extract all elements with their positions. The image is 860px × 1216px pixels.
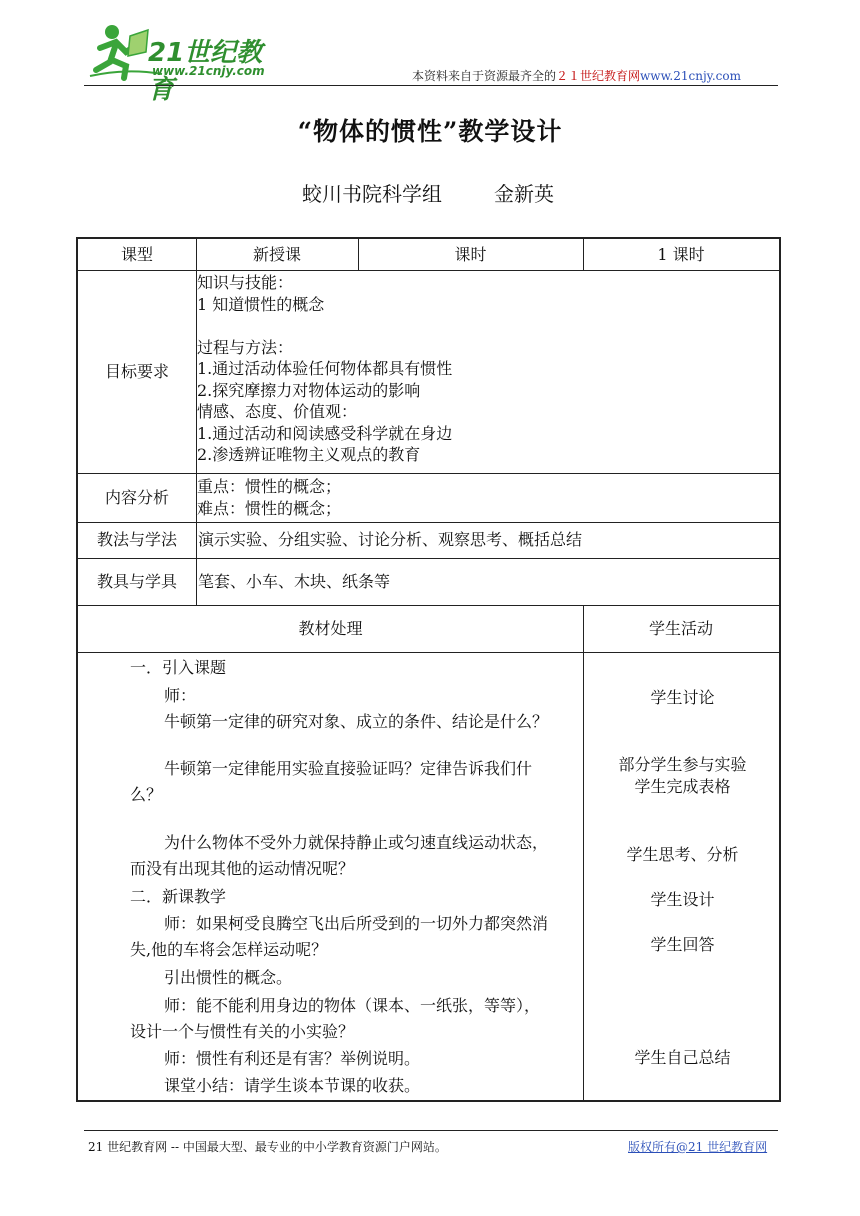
process-line: 设计一个与惯性有关的小实验？: [130, 1022, 355, 1041]
footer-site-description: 21 世纪教育网 -- 中国最大型、最专业的中小学教育资源门户网站。: [88, 1140, 447, 1154]
header-note-url[interactable]: www.21cnjy.com: [640, 69, 741, 83]
class-hours-label: 课时: [454, 244, 487, 264]
goal-line: 2.渗透辨证唯物主义观点的教育: [197, 445, 421, 464]
lesson-type-label: 课型: [120, 244, 153, 264]
lesson-plan-table: [76, 237, 781, 1102]
row-divider: [78, 652, 779, 653]
footer-divider: [84, 1130, 778, 1131]
activity-item: 学生完成表格: [634, 777, 731, 796]
class-hours-value: 1 课时: [657, 244, 705, 264]
goal-line: 1.通过活动体验任何物体都具有惯性: [197, 359, 453, 378]
goal-line: 1 知道惯性的概念: [197, 294, 325, 314]
student-activity-header: 学生活动: [648, 618, 713, 638]
key-point: 重点：惯性的概念；: [197, 477, 342, 496]
material-handling-header: 教材处理: [298, 618, 363, 638]
activity-item: 学生讨论: [650, 688, 715, 707]
site-logo[interactable]: [86, 18, 286, 105]
header-note-prefix: 本资料来自于资源最齐全的: [412, 69, 557, 83]
goal-line: 情感、态度、价值观：: [197, 402, 358, 421]
goal-line: [197, 315, 777, 337]
process-line: 师：如果柯受良腾空飞出后所受到的一切外力都突然消: [164, 914, 549, 933]
goals-content: [197, 272, 777, 472]
process-line: 师：能不能利用身边的物体（课本、一纸张，等等），: [164, 996, 541, 1015]
author-group: 蛟川书院科学组: [302, 182, 442, 206]
goal-line: 2.探究摩擦力对物体运动的影响: [197, 380, 421, 400]
goals-label: 目标要求: [104, 361, 169, 381]
header-source-note: [412, 67, 741, 84]
author-line: [302, 178, 554, 207]
goal-line: 过程与方法：: [197, 337, 294, 357]
process-line: 失,他的车将会怎样运动呢？: [130, 940, 328, 959]
header-note-site[interactable]: ２１世纪教育网: [556, 69, 641, 83]
content-analysis-content: [197, 476, 777, 522]
goal-line: 知识与技能：: [197, 273, 294, 292]
tools-value: 笔套、小车、木块、纸条等: [198, 571, 391, 591]
process-line: 么？: [130, 785, 163, 804]
activity-item: 学生思考、分析: [626, 845, 739, 864]
lesson-summary: 课堂小结：请学生谈本节课的收获。: [164, 1076, 421, 1095]
method-label: 教法与学法: [96, 530, 177, 549]
lesson-type-value: 新授课: [252, 244, 301, 264]
goal-line: 1.通过活动和阅读感受科学就在身边: [197, 423, 453, 443]
activity-item: 学生回答: [650, 935, 715, 954]
activity-item: 学生设计: [650, 890, 715, 909]
footer-copyright-link[interactable]: 版权所有@21 世纪教育网: [628, 1140, 768, 1154]
difficult-point: 难点：惯性的概念；: [197, 499, 342, 518]
process-line: 而没有出现其他的运动情况呢？: [130, 859, 355, 878]
document-title: “物体的惯性”教学设计: [297, 117, 563, 146]
header-divider: [84, 85, 778, 86]
process-line: 引出惯性的概念。: [164, 968, 293, 987]
content-analysis-label: 内容分析: [104, 487, 169, 507]
activity-item: 部分学生参与实验: [618, 755, 747, 774]
author-name: 金新英: [494, 182, 554, 206]
process-line: 为什么物体不受外力就保持静止或匀速直线运动状态，: [164, 833, 549, 852]
tools-label: 教具与学具: [96, 571, 177, 591]
process-line: 师：惯性有利还是有害？举例说明。: [164, 1049, 421, 1068]
process-line: 师：: [164, 686, 197, 705]
process-line: 牛顿第一定律的研究对象、成立的条件、结论是什么？: [164, 712, 549, 731]
activity-item: 学生自己总结: [634, 1048, 731, 1067]
process-line: 牛顿第一定律能用实验直接验证吗？定律告诉我们什: [164, 759, 533, 778]
logo-text: 21世纪教育: [148, 38, 263, 105]
section-intro: 一．引入课题: [130, 658, 227, 677]
logo-url: www.21cnjy.com: [152, 64, 265, 78]
method-value: 演示实验、分组实验、讨论分析、观察思考、概括总结: [198, 530, 583, 549]
section-new-lesson: 二．新课教学: [130, 887, 227, 906]
